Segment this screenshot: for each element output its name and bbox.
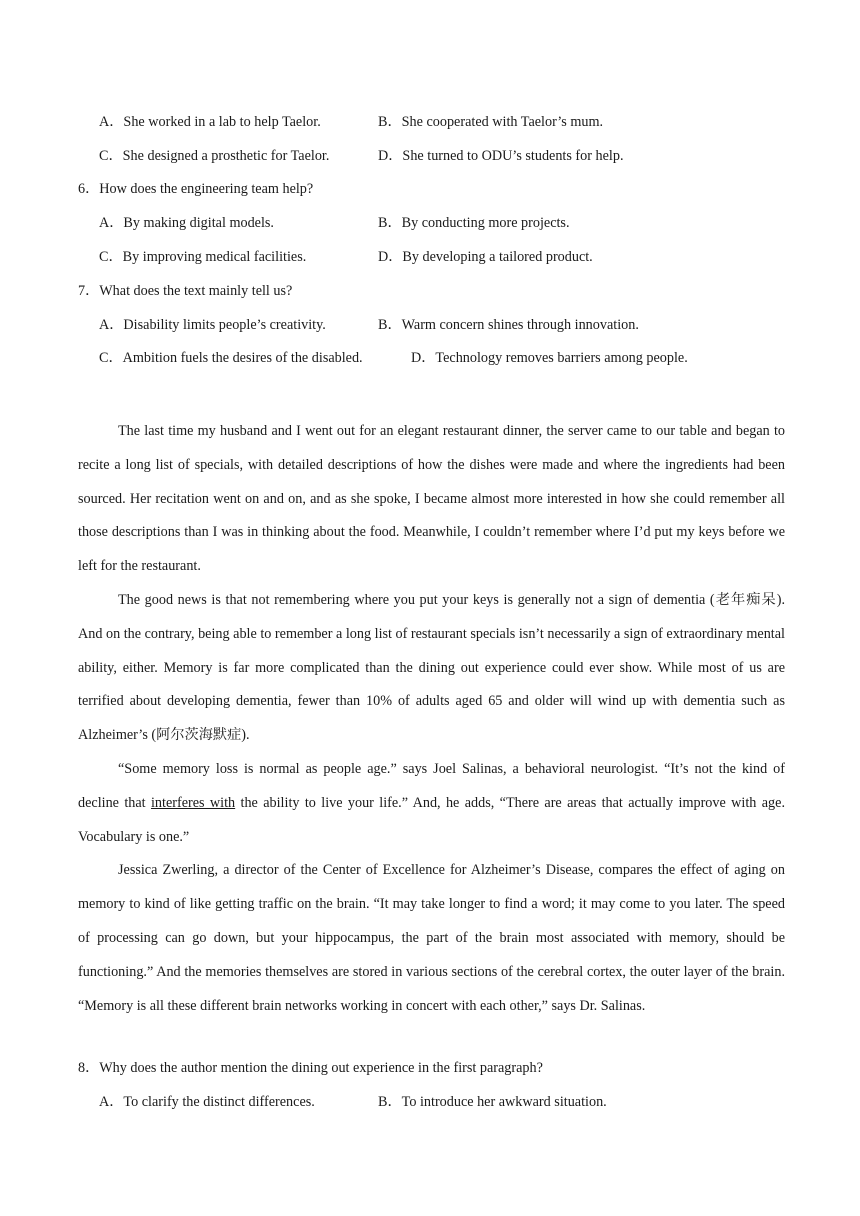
q8-stem: 8．Why does the author mention the dining out experience in the first paragraph? [78, 1060, 543, 1076]
q7-option-d[interactable]: D．Technology removes barriers among people. [411, 350, 688, 366]
q5-option-d[interactable]: D．She turned to ODU’s students for help. [378, 148, 624, 164]
passage-paragraph-4: Jessica Zwerling, a director of the Center of Excellence for Alzheimer’s Disease, compares the effect of aging on memory to kind of like getting traffic on the brain. “It may take longer to find a word; it may come to you later. The speed of processing can go down, but your hippocampus, the part of the brain most associated with memory, should be functioning.” And the memories themselves are stored in various sections of the cerebral cortex, the outer layer of the brain. “Memory is all these different brain networks working in concert with each other,” says Dr. Salinas. [78, 862, 785, 1014]
passage-paragraph-1: The last time my husband and I went out for an elegant restaurant dinner, the server came to our table and began to recite a long list of specials, with detailed descriptions of how the dishes were made and where the ingredients had been sourced. Her recitation went on and on, and as she spoke, I became almost more interested in how she could remember all those descriptions than I was in thinking about the food. Meanwhile, I couldn’t remember where I’d put my keys before we left for the restaurant. [78, 423, 785, 575]
q5-options-row-2 [0, 146, 860, 166]
q7-option-c[interactable]: C．Ambition fuels the desires of the disabled. [99, 350, 363, 366]
q5-option-c[interactable]: C．She designed a prosthetic for Taelor. [99, 148, 330, 164]
q5-option-a[interactable]: A．She worked in a lab to help Taelor. [99, 114, 321, 130]
q6-option-a[interactable]: A．By making digital models. [99, 215, 274, 231]
q6-options-row-1 [0, 213, 860, 233]
underlined-phrase: interferes with [150, 794, 236, 811]
passage-paragraph-3 [78, 753, 785, 854]
q8-option-a[interactable]: A．To clarify the distinct differences. [99, 1094, 315, 1110]
q8-option-b[interactable]: B．To introduce her awkward situation. [378, 1094, 607, 1110]
q7-option-b[interactable]: B．Warm concern shines through innovation. [378, 317, 639, 333]
q5-options-row-1 [0, 112, 860, 132]
q7-stem: 7．What does the text mainly tell us? [78, 283, 293, 299]
q6-option-d[interactable]: D．By developing a tailored product. [378, 249, 593, 265]
q6-option-b[interactable]: B．By conducting more projects. [378, 215, 570, 231]
q8-options-row-1 [0, 1092, 860, 1112]
reading-passage [78, 415, 785, 1023]
q7-option-a[interactable]: A．Disability limits people’s creativity. [99, 317, 326, 333]
q6-options-row-2 [0, 247, 860, 267]
paragraph-3-text-before: “Some memory loss is normal as people age.” says Joel Salinas, a behavioral neurologist. “It’s not the kind of decline that [78, 760, 785, 811]
q7-options-row-1 [0, 315, 860, 335]
passage-paragraph-2: The good news is that not remembering where you put your keys is generally not a sign of dementia (老年痴呆). And on the contrary, being able to remember a long list of restaurant specials isn’t necessarily a sign of extraordinary mental ability, either. Memory is far more complicated than the dining out experience could ever show. While most of us are terrified about developing dementia, fewer than 10% of adults aged 65 and older will wind up with dementia such as Alzheimer’s (阿尔茨海默症). [78, 591, 785, 744]
q6-stem: 6．How does the engineering team help? [78, 181, 314, 197]
q6-option-c[interactable]: C．By improving medical facilities. [99, 249, 307, 265]
paragraph-3-text-after: the ability to live your life.” And, he adds, “There are areas that actually improve with age. Vocabulary is one.” [78, 794, 785, 845]
q7-options-row-2 [0, 348, 860, 368]
q5-option-b[interactable]: B．She cooperated with Taelor’s mum. [378, 114, 604, 130]
